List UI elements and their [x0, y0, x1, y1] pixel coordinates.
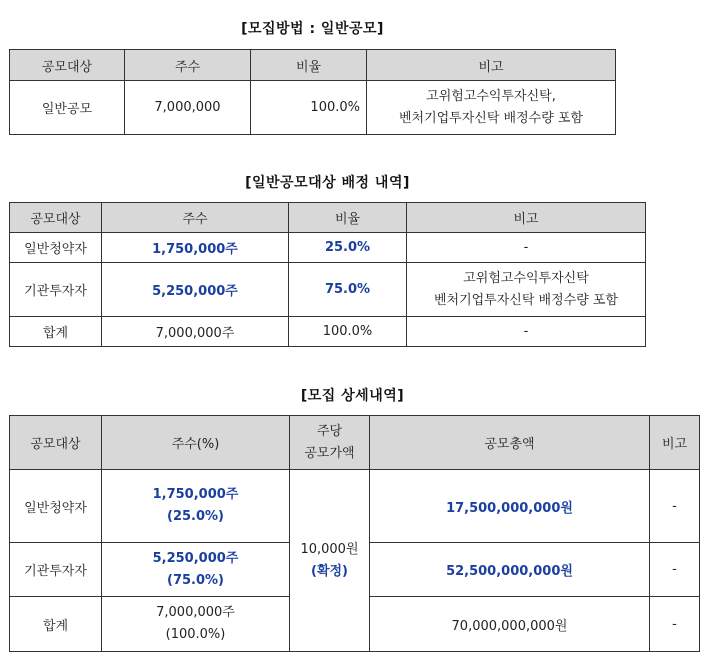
note-line-2: 벤처기업투자신탁 배정수량 포함 [398, 110, 584, 126]
target-cell: 합계 [10, 317, 102, 347]
header-note: 비고 [367, 50, 616, 81]
header-total: 공모총액 [370, 416, 650, 470]
price-status: (확정) [311, 563, 348, 579]
table-row [10, 81, 616, 135]
header-note: 비고 [407, 203, 646, 233]
shares-percent: (25.0%) [167, 509, 224, 524]
note-line-2: 벤처기업투자신탁 배정수량 포함 [433, 292, 619, 308]
header-target: 공모대상 [10, 203, 102, 233]
header-price [290, 416, 370, 470]
header-note: 비고 [650, 416, 700, 470]
target-cell: 일반청약자 [10, 233, 102, 263]
total-cell: 17,500,000,000원 [370, 470, 650, 543]
target-cell: 일반청약자 [10, 470, 102, 543]
note-cell: - [407, 317, 646, 347]
header-target: 공모대상 [10, 416, 102, 470]
shares-value: 1,750,000주 [152, 487, 239, 502]
note-cell [407, 263, 646, 317]
table-row [10, 470, 700, 543]
table-row [10, 263, 646, 317]
header-ratio: 비율 [251, 50, 367, 81]
header-target: 공모대상 [10, 50, 125, 81]
header-shares: 주수 [102, 203, 289, 233]
table1-title: [모집방법 : 일반공모] [241, 21, 384, 37]
total-cell: 52,500,000,000원 [370, 543, 650, 597]
target-cell: 일반공모 [10, 81, 125, 135]
ratio-cell: 75.0% [289, 263, 407, 317]
header-shares: 주수(%) [102, 416, 290, 470]
note-cell: - [650, 543, 700, 597]
ratio-cell: 100.0% [289, 317, 407, 347]
ratio-cell: 100.0% [251, 81, 367, 135]
shares-cell [102, 543, 290, 597]
target-cell: 합계 [10, 597, 102, 652]
table3-title: [모집 상세내역] [300, 388, 405, 404]
shares-cell: 7,000,000주 [102, 317, 289, 347]
shares-value: 7,000,000주 [156, 605, 235, 620]
table-row [10, 233, 646, 263]
shares-cell [102, 597, 290, 652]
note-line-1: 고위험고수익투자신탁 [463, 270, 589, 286]
shares-cell: 7,000,000 [125, 81, 251, 135]
table2-title: [일반공모대상 배정 내역] [245, 175, 410, 191]
target-cell: 기관투자자 [10, 543, 102, 597]
shares-cell [102, 470, 290, 543]
header-price-line-2: 공모가액 [304, 445, 355, 461]
shares-value: 5,250,000주 [152, 550, 239, 566]
price-value: 10,000원 [300, 541, 359, 557]
offering-method-table [9, 49, 616, 135]
shares-cell: 1,750,000주 [102, 233, 289, 263]
note-cell [367, 81, 616, 135]
shares-percent: (75.0%) [167, 572, 224, 588]
note-cell: - [650, 470, 700, 543]
header-shares: 주수 [125, 50, 251, 81]
ratio-cell: 25.0% [289, 233, 407, 263]
header-price-line-1: 주당 [316, 423, 343, 439]
target-cell: 기관투자자 [10, 263, 102, 317]
total-cell: 70,000,000,000원 [370, 597, 650, 652]
header-ratio: 비율 [289, 203, 407, 233]
shares-cell: 5,250,000주 [102, 263, 289, 317]
price-cell [290, 470, 370, 652]
allocation-table [9, 202, 646, 347]
table-row [10, 317, 646, 347]
note-cell: - [407, 233, 646, 263]
note-cell: - [650, 597, 700, 652]
offering-detail-table [9, 415, 700, 652]
note-line-1: 고위험고수익투자신탁, [426, 88, 556, 104]
shares-percent: (100.0%) [165, 627, 226, 642]
